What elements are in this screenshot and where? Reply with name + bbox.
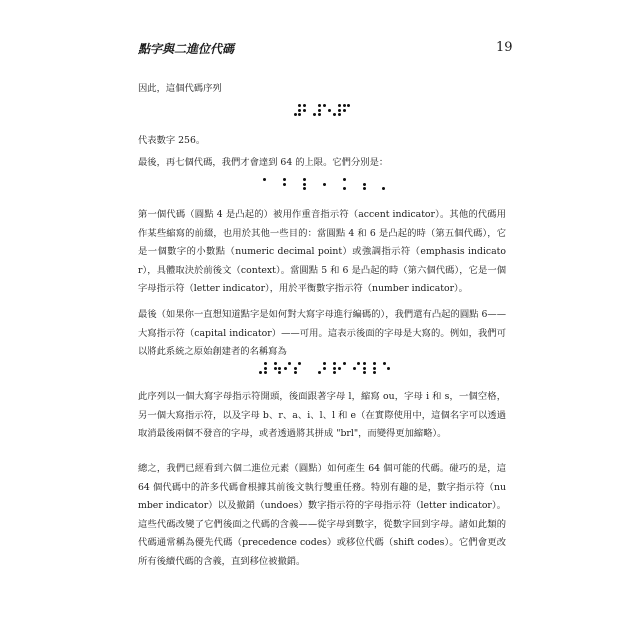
braille-word-braille bbox=[312, 362, 391, 374]
braille-dot bbox=[308, 109, 311, 112]
braille-dot bbox=[328, 104, 331, 107]
braille-dot bbox=[254, 362, 257, 365]
braille-dot bbox=[363, 183, 366, 186]
braille-cell bbox=[279, 178, 287, 190]
braille-dot bbox=[318, 367, 321, 370]
braille-dot bbox=[298, 104, 301, 107]
braille-dot bbox=[313, 109, 316, 112]
braille-cell bbox=[259, 178, 267, 190]
braille-dot bbox=[283, 183, 286, 186]
braille-dot bbox=[353, 367, 356, 370]
braille-dot bbox=[383, 367, 386, 370]
braille-dot bbox=[357, 371, 360, 374]
braille-dot bbox=[338, 362, 341, 365]
braille-dot bbox=[343, 178, 346, 181]
braille-dot bbox=[383, 362, 386, 365]
braille-dot bbox=[357, 362, 360, 365]
braille-dot bbox=[343, 104, 346, 107]
braille-cell bbox=[294, 104, 302, 116]
braille-dot bbox=[353, 362, 356, 365]
braille-dot bbox=[278, 367, 281, 370]
braille-dot bbox=[338, 113, 341, 116]
braille-dot bbox=[333, 104, 336, 107]
paragraph-sequence-explanation: 此序列以一個大寫字母指示符開頭，後面跟著字母 l，縮寫 ou，字母 i 和 s，一個空格，另一個大寫指示符，以及字母 b、r、a、i、l、l 和 e（在實際使用中，這個名字可以透過取消最後兩個不發音的字母，或者透過將其拼成 "brl"，而變得更加縮略）。 bbox=[138, 391, 506, 440]
braille-dot bbox=[338, 187, 341, 190]
braille-dot bbox=[294, 362, 297, 365]
braille-dot bbox=[333, 367, 336, 370]
paragraph-first-code: 第一個代碼（圓點 4 是凸起的）被用作重音指示符（accent indicator）。其他的代碼用作某些縮寫的前綴，也用於其他一些目的：當圓點 4 和 6 是凸起的時（第五個代碼），它是一個數字的小數點（numeric decimal point）或強調指示符（emphasis indicator），具體取決於前後文（context）。當圓點 5 和 6 是凸起的時（第六個代碼），它是一個字母指示符（letter indicator），用於平衡數字指示符（number indicator）。 bbox=[138, 209, 506, 295]
braille-cell bbox=[313, 104, 321, 116]
braille-cell bbox=[303, 104, 311, 116]
braille-dot bbox=[338, 367, 341, 370]
braille-dot bbox=[367, 367, 370, 370]
braille-dot bbox=[278, 371, 281, 374]
braille-dot bbox=[259, 367, 262, 370]
braille-dot bbox=[283, 187, 286, 190]
braille-dot bbox=[348, 367, 351, 370]
braille-dot bbox=[348, 362, 351, 365]
braille-louis-braille bbox=[138, 362, 506, 374]
braille-dot bbox=[313, 104, 316, 107]
paragraph-summary: 總之，我們已經看到六個二進位元素（圓點）如何產生 64 個可能的代碼。碰巧的是，這 64 個代碼中的許多代碼會根據其前後文執行雙重任務。特別有趣的是，數字指示符（number indicator）以及撤銷（undoes）數字指示符的字母指示符（letter indicator）。這些代碼改變了它們後面之代碼的含義——從字母到數字，從數字回到字母。諸如此類的代碼通常稱為優先代碼（precedence codes）或移位代碼（shift codes）。它們會更改所有後續代碼的含義，直到移位被撤銷。 bbox=[138, 463, 506, 567]
braille-dot bbox=[318, 178, 321, 181]
braille-dot bbox=[387, 367, 390, 370]
braille-dot bbox=[382, 178, 385, 181]
braille-dot bbox=[323, 104, 326, 107]
braille-dot bbox=[387, 371, 390, 374]
braille-dot bbox=[283, 178, 286, 181]
braille-dot bbox=[338, 183, 341, 186]
braille-dot bbox=[383, 371, 386, 374]
braille-word-space bbox=[302, 362, 312, 374]
braille-dot bbox=[343, 367, 346, 370]
braille-dot bbox=[353, 371, 356, 374]
braille-dot bbox=[288, 371, 291, 374]
braille-dot bbox=[348, 371, 351, 374]
braille-dot bbox=[294, 109, 297, 112]
braille-dot bbox=[373, 371, 376, 374]
braille-dot bbox=[313, 113, 316, 116]
braille-dot bbox=[284, 367, 287, 370]
braille-dot bbox=[363, 367, 366, 370]
braille-dot bbox=[298, 367, 301, 370]
braille-cell bbox=[383, 362, 391, 374]
braille-dot bbox=[313, 367, 316, 370]
braille-dot bbox=[333, 113, 336, 116]
braille-sequence-256 bbox=[138, 104, 506, 116]
braille-dot bbox=[318, 187, 321, 190]
braille-dot bbox=[298, 178, 301, 181]
braille-dot bbox=[363, 371, 366, 374]
braille-dot bbox=[323, 371, 326, 374]
braille-dot bbox=[338, 104, 341, 107]
braille-cell bbox=[333, 362, 341, 374]
braille-dot bbox=[259, 362, 262, 365]
braille-dot bbox=[298, 371, 301, 374]
braille-dot bbox=[294, 367, 297, 370]
braille-dot bbox=[358, 183, 361, 186]
paragraph-seven-codes-intro: 最後，再七個代碼，我們才會達到 64 的上限。它們分別是： bbox=[138, 157, 389, 168]
braille-cell bbox=[323, 362, 331, 374]
braille-dot bbox=[264, 367, 267, 370]
braille-dot bbox=[323, 109, 326, 112]
braille-dot bbox=[343, 187, 346, 190]
braille-dot bbox=[298, 183, 301, 186]
braille-dot bbox=[328, 367, 331, 370]
braille-cell bbox=[274, 362, 282, 374]
braille-dot bbox=[378, 187, 381, 190]
braille-dot bbox=[278, 362, 281, 365]
braille-dot bbox=[303, 187, 306, 190]
braille-dot bbox=[318, 113, 321, 116]
braille-dot bbox=[338, 371, 341, 374]
braille-dot bbox=[263, 183, 266, 186]
braille-dot bbox=[377, 367, 380, 370]
braille-cell bbox=[333, 104, 341, 116]
braille-dot bbox=[382, 187, 385, 190]
braille-dot bbox=[268, 371, 271, 374]
paragraph-number-256: 代表數字 256。 bbox=[138, 135, 206, 146]
braille-dot bbox=[333, 362, 336, 365]
braille-dot bbox=[268, 367, 271, 370]
braille-dot bbox=[363, 362, 366, 365]
braille-dot bbox=[323, 367, 326, 370]
paragraph-intro: 因此，這個代碼序列 bbox=[138, 83, 222, 94]
braille-dot bbox=[263, 187, 266, 190]
braille-dot bbox=[318, 104, 321, 107]
braille-dot bbox=[294, 371, 297, 374]
braille-dot bbox=[303, 109, 306, 112]
braille-dot bbox=[284, 362, 287, 365]
braille-dot bbox=[338, 178, 341, 181]
braille-dot bbox=[358, 178, 361, 181]
braille-dot bbox=[298, 113, 301, 116]
braille-cell bbox=[313, 362, 321, 374]
braille-dot bbox=[259, 178, 262, 181]
braille-dot bbox=[303, 178, 306, 181]
braille-seven-codes bbox=[138, 178, 506, 190]
braille-dot bbox=[323, 362, 326, 365]
braille-dot bbox=[274, 367, 277, 370]
braille-dot bbox=[303, 104, 306, 107]
braille-cell bbox=[358, 178, 366, 190]
braille-dot bbox=[259, 183, 262, 186]
braille-dot bbox=[254, 367, 257, 370]
braille-dot bbox=[367, 371, 370, 374]
braille-dot bbox=[363, 187, 366, 190]
braille-dot bbox=[328, 109, 331, 112]
braille-dot bbox=[357, 367, 360, 370]
paragraph-capital-indicator: 最後（如果你一直想知道點字是如何對大寫字母進行編碼的），我們還有凸起的圓點 6——大寫指示符（capital indicator）——可用。這表示後面的字母是大寫的。例如，我們可以將此系統之原始創建者的名稱寫為 bbox=[138, 309, 506, 358]
braille-dot bbox=[343, 362, 346, 365]
braille-dot bbox=[387, 362, 390, 365]
braille-dot bbox=[263, 178, 266, 181]
braille-dot bbox=[358, 187, 361, 190]
braille-dot bbox=[377, 371, 380, 374]
braille-dot bbox=[294, 104, 297, 107]
braille-cell bbox=[264, 362, 272, 374]
braille-dot bbox=[328, 362, 331, 365]
braille-dot bbox=[298, 187, 301, 190]
braille-cell bbox=[363, 362, 371, 374]
braille-dot bbox=[268, 362, 271, 365]
braille-dot bbox=[264, 371, 267, 374]
braille-cell bbox=[284, 362, 292, 374]
braille-dot bbox=[288, 362, 291, 365]
braille-dot bbox=[303, 183, 306, 186]
braille-dot bbox=[343, 113, 346, 116]
braille-dot bbox=[303, 113, 306, 116]
braille-dot bbox=[284, 371, 287, 374]
braille-dot bbox=[279, 183, 282, 186]
braille-dot bbox=[382, 183, 385, 186]
running-title: 點字與二進位代碼 bbox=[138, 42, 235, 56]
braille-cell bbox=[338, 178, 346, 190]
braille-dot bbox=[333, 109, 336, 112]
braille-cell bbox=[343, 104, 351, 116]
braille-dot bbox=[318, 371, 321, 374]
braille-dot bbox=[343, 109, 346, 112]
braille-dot bbox=[323, 183, 326, 186]
braille-dot bbox=[363, 178, 366, 181]
braille-dot bbox=[259, 371, 262, 374]
braille-dot bbox=[328, 113, 331, 116]
braille-dot bbox=[347, 104, 350, 107]
braille-dot bbox=[274, 371, 277, 374]
braille-cell bbox=[254, 362, 262, 374]
braille-cell bbox=[353, 362, 361, 374]
braille-dot bbox=[318, 109, 321, 112]
braille-dot bbox=[378, 183, 381, 186]
braille-dot bbox=[313, 371, 316, 374]
braille-dot bbox=[318, 362, 321, 365]
braille-dot bbox=[377, 362, 380, 365]
page-number: 19 bbox=[496, 40, 513, 55]
braille-dot bbox=[264, 362, 267, 365]
braille-dot bbox=[308, 104, 311, 107]
braille-dot bbox=[313, 362, 316, 365]
braille-dot bbox=[373, 362, 376, 365]
braille-dot bbox=[338, 109, 341, 112]
braille-dot bbox=[343, 183, 346, 186]
braille-dot bbox=[298, 362, 301, 365]
braille-dot bbox=[254, 371, 257, 374]
braille-cell bbox=[294, 362, 302, 374]
braille-dot bbox=[373, 367, 376, 370]
braille-cell bbox=[318, 178, 326, 190]
braille-dot bbox=[347, 113, 350, 116]
braille-dot bbox=[328, 371, 331, 374]
braille-dot bbox=[318, 183, 321, 186]
braille-cell bbox=[378, 178, 386, 190]
braille-dot bbox=[259, 187, 262, 190]
braille-dot bbox=[288, 367, 291, 370]
braille-dot bbox=[308, 113, 311, 116]
braille-dot bbox=[343, 371, 346, 374]
braille-cell bbox=[373, 362, 381, 374]
braille-dot bbox=[323, 187, 326, 190]
braille-cell bbox=[323, 104, 331, 116]
braille-dot bbox=[279, 178, 282, 181]
braille-dot bbox=[274, 362, 277, 365]
braille-dot bbox=[294, 113, 297, 116]
braille-dot bbox=[279, 187, 282, 190]
braille-dot bbox=[347, 109, 350, 112]
braille-dot bbox=[333, 371, 336, 374]
braille-dot bbox=[323, 113, 326, 116]
braille-dot bbox=[298, 109, 301, 112]
braille-dot bbox=[367, 362, 370, 365]
braille-word-louis bbox=[253, 362, 302, 374]
braille-cell bbox=[298, 178, 306, 190]
braille-dot bbox=[378, 178, 381, 181]
braille-dot bbox=[323, 178, 326, 181]
braille-cell bbox=[343, 362, 351, 374]
